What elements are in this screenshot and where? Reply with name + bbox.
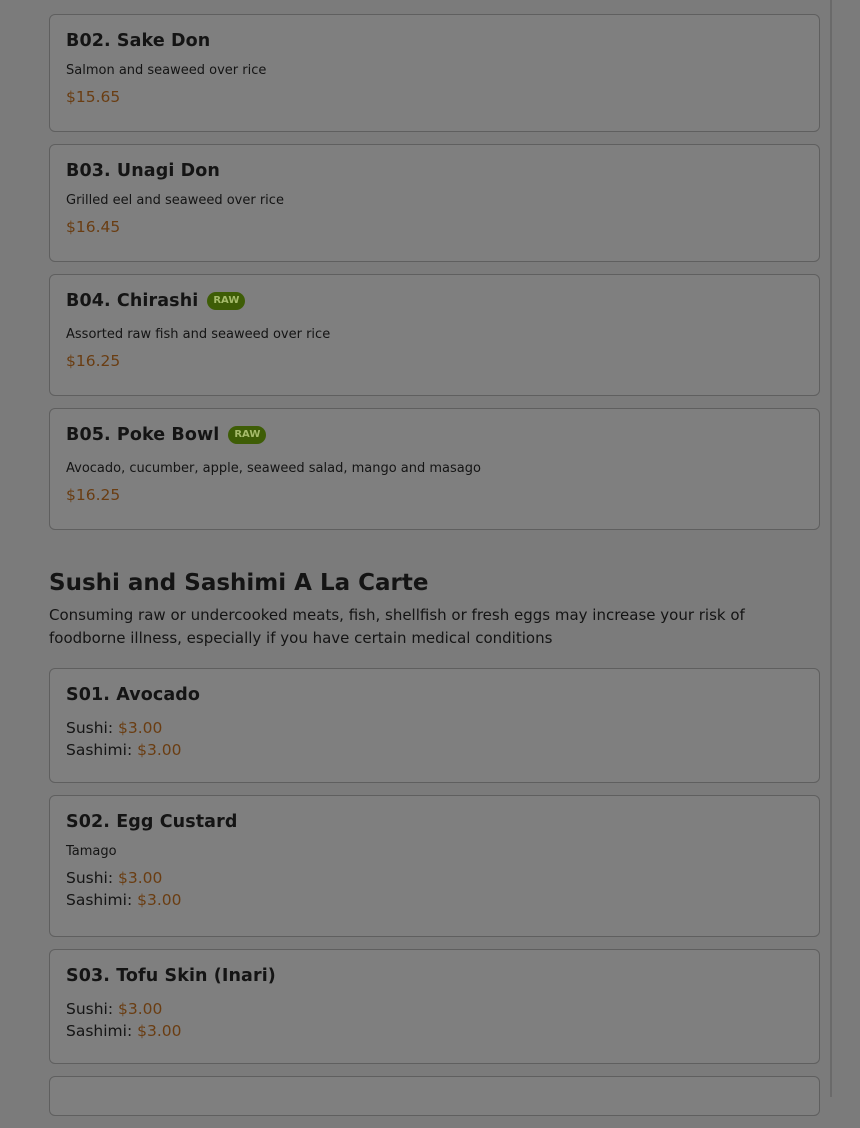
menu-item-title: B04. Chirashi xyxy=(66,291,199,311)
section-disclaimer: Consuming raw or undercooked meats, fish, shellfish or fresh eggs may increase your risk of foodborne illness, especially if you have certain medical conditions xyxy=(49,606,745,647)
raw-badge: RAW xyxy=(228,426,266,444)
page-edge xyxy=(830,0,832,1097)
sashimi-price-line xyxy=(66,741,803,759)
menu-item-card[interactable] xyxy=(49,408,820,530)
sashimi-price: $3.00 xyxy=(137,741,182,759)
sashimi-price-line xyxy=(66,891,803,909)
menu-item-card-partial[interactable] xyxy=(49,1076,820,1116)
menu-item-title: S02. Egg Custard xyxy=(66,812,238,832)
sashimi-label: Sashimi: xyxy=(66,891,133,909)
menu-item-description: Salmon and seaweed over rice xyxy=(66,63,267,78)
menu-item-card[interactable] xyxy=(49,14,820,132)
sushi-label: Sushi: xyxy=(66,1000,114,1018)
sushi-price-line xyxy=(66,719,803,737)
sushi-label: Sushi: xyxy=(66,719,114,737)
menu-item-card[interactable] xyxy=(49,795,820,937)
menu-item-card[interactable] xyxy=(49,668,820,783)
sashimi-price-line xyxy=(66,1022,803,1040)
menu-item-card[interactable] xyxy=(49,144,820,262)
section-title: Sushi and Sashimi A La Carte xyxy=(49,570,429,596)
sushi-price: $3.00 xyxy=(118,719,163,737)
menu-item-title: S03. Tofu Skin (Inari) xyxy=(66,966,276,986)
menu-item-description: Grilled eel and seaweed over rice xyxy=(66,193,284,208)
sushi-label: Sushi: xyxy=(66,869,114,887)
sashimi-label: Sashimi: xyxy=(66,1022,133,1040)
menu-item-price: $16.25 xyxy=(66,352,121,370)
sashimi-price: $3.00 xyxy=(137,891,182,909)
sushi-price-line xyxy=(66,869,803,887)
menu-item-card[interactable] xyxy=(49,949,820,1064)
menu-item-title: S01. Avocado xyxy=(66,685,200,705)
sushi-price: $3.00 xyxy=(118,1000,163,1018)
raw-badge: RAW xyxy=(207,292,245,310)
menu-item-description: Tamago xyxy=(66,844,117,859)
sushi-price: $3.00 xyxy=(118,869,163,887)
menu-item-title: B05. Poke Bowl xyxy=(66,425,220,445)
menu-item-price: $15.65 xyxy=(66,88,121,106)
menu-item-description: Avocado, cucumber, apple, seaweed salad, mango and masago xyxy=(66,461,481,476)
menu-item-title: B02. Sake Don xyxy=(66,31,211,51)
menu-item-card[interactable] xyxy=(49,274,820,396)
menu-item-price: $16.25 xyxy=(66,486,121,504)
menu-content xyxy=(49,0,820,1128)
sashimi-price: $3.00 xyxy=(137,1022,182,1040)
sushi-price-line xyxy=(66,1000,803,1018)
sashimi-label: Sashimi: xyxy=(66,741,133,759)
menu-item-title: B03. Unagi Don xyxy=(66,161,220,181)
menu-item-description: Assorted raw fish and seaweed over rice xyxy=(66,327,331,342)
menu-item-price: $16.45 xyxy=(66,218,121,236)
